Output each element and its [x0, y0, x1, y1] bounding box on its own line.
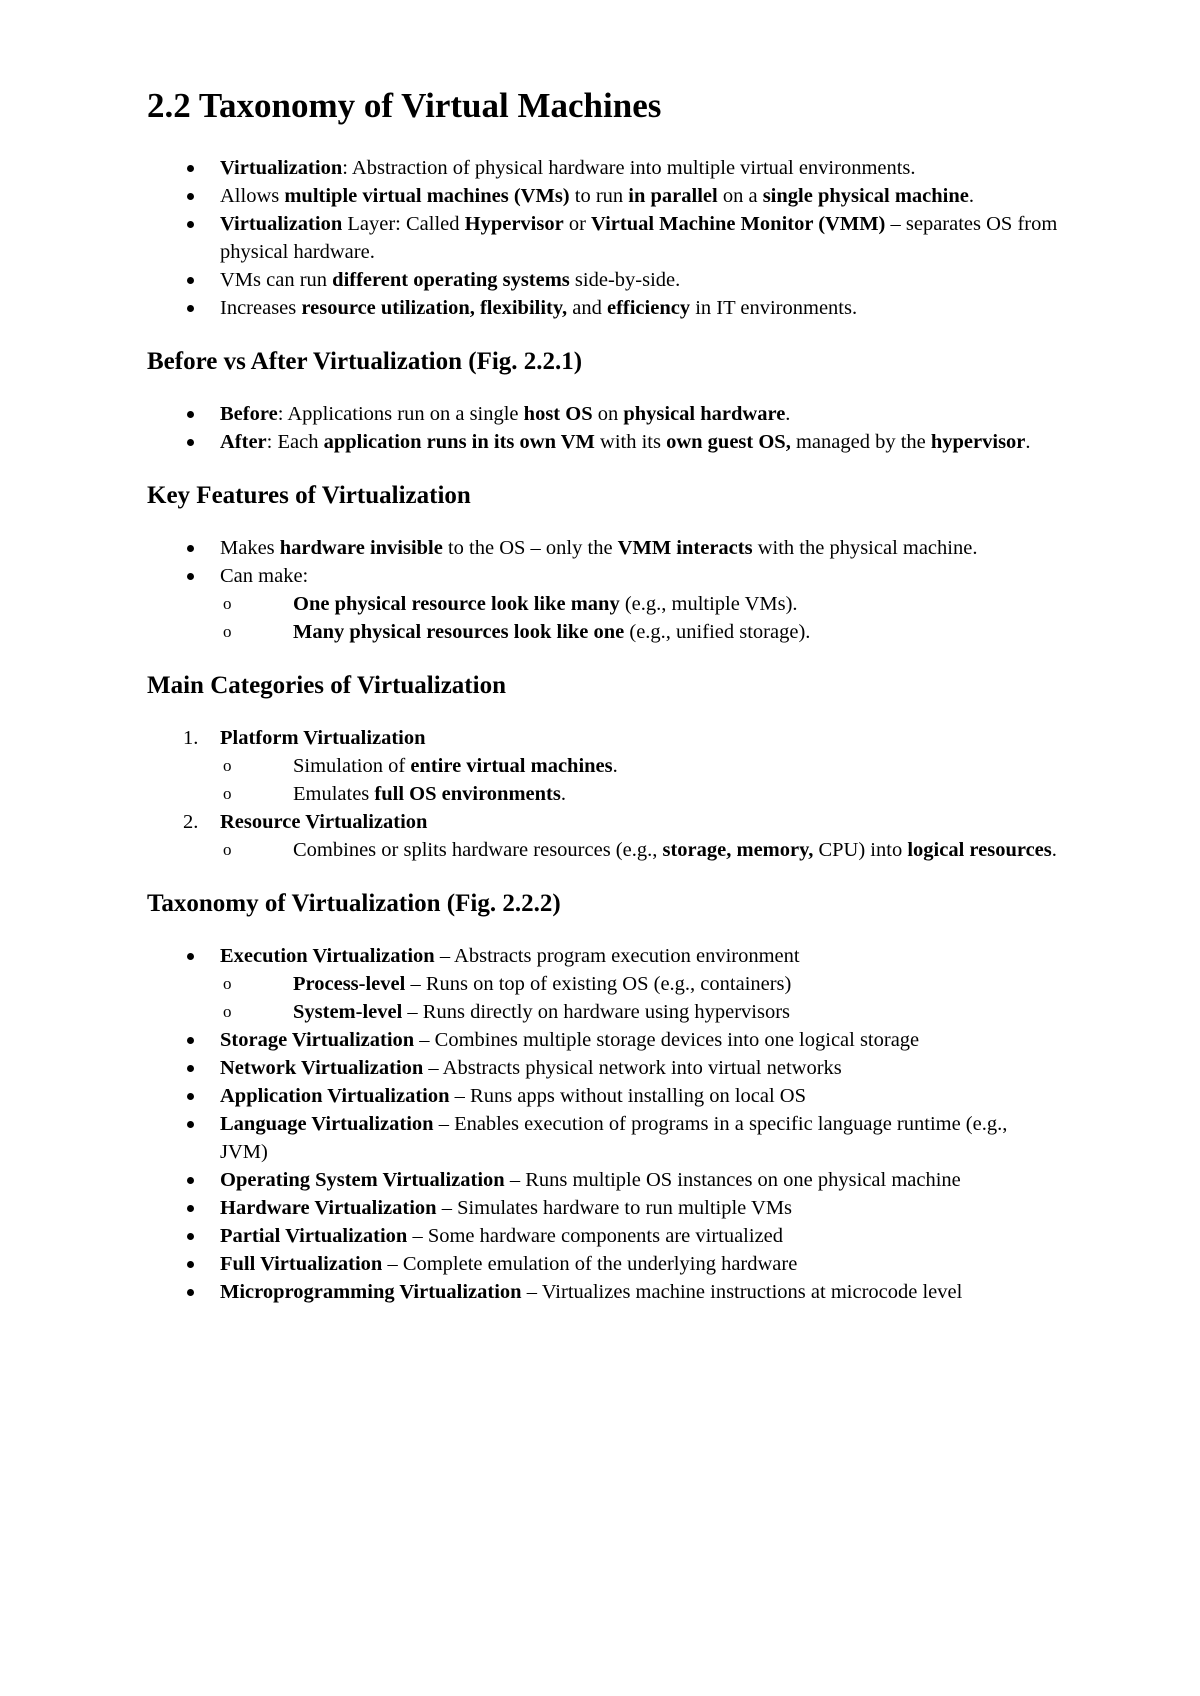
list-item: Language Virtualization – Enables execution of programs in a specific language runtime (e.g., JVM) — [220, 1113, 1008, 1163]
sub-list — [220, 836, 1060, 864]
circle-bullet-icon: o — [223, 840, 232, 859]
list-item: Increases resource utilization, flexibility, and efficiency in IT environments. — [220, 297, 858, 319]
list-item: Partial Virtualization – Some hardware components are virtualized — [220, 1225, 784, 1247]
circle-bullet-icon: o — [223, 594, 232, 613]
circle-bullet-icon: o — [223, 622, 232, 641]
intro-list — [147, 154, 1060, 322]
section-heading-categories: Main Categories of Virtualization — [147, 672, 506, 699]
circle-bullet-icon: o — [223, 1002, 232, 1021]
list-item: Network Virtualization – Abstracts physical network into virtual networks — [220, 1057, 842, 1079]
list-number: 2. — [183, 811, 199, 833]
list-item: Hardware Virtualization – Simulates hardware to run multiple VMs — [220, 1197, 793, 1219]
list-item: Before: Applications run on a single host OS on physical hardware. — [220, 403, 791, 425]
sub-list-item: o Simulation of entire virtual machines. — [220, 752, 1060, 780]
sub-list-item: o Process-level – Runs on top of existing OS (e.g., containers) — [220, 970, 1060, 998]
circle-bullet-icon: o — [223, 784, 232, 803]
list-item: 1. Platform Virtualization o Simulation of entire virtual machines. o Emulates full OS environments. — [147, 724, 1060, 808]
sub-list — [220, 970, 1060, 1026]
list-item: VMs can run different operating systems side-by-side. — [220, 269, 681, 291]
sub-list-item: o One physical resource look like many (e.g., multiple VMs). — [220, 590, 1060, 618]
list-item: Operating System Virtualization – Runs multiple OS instances on one physical machine — [220, 1169, 961, 1191]
page-title: 2.2 Taxonomy of Virtual Machines — [147, 86, 662, 125]
sub-list-item: o System-level – Runs directly on hardware using hypervisors — [220, 998, 1060, 1026]
list-item: Makes hardware invisible to the OS – only the VMM interacts with the physical machine. — [220, 537, 978, 559]
before-after-list — [147, 400, 1060, 456]
list-number: 1. — [183, 727, 199, 749]
section-heading-before-after: Before vs After Virtualization (Fig. 2.2.1) — [147, 348, 583, 375]
sub-list — [220, 752, 1060, 808]
list-item: Execution Virtualization – Abstracts program execution environment o Process-level – Runs on top of existing OS (e.g., containers) o System-level – Runs directly on hardware using hypervisors — [147, 942, 1060, 1026]
sub-list-item: o Many physical resources look like one (e.g., unified storage). — [220, 618, 1060, 646]
key-features-list — [147, 534, 1060, 646]
list-item: Storage Virtualization – Combines multiple storage devices into one logical storage — [220, 1029, 920, 1051]
list-item: Application Virtualization – Runs apps without installing on local OS — [220, 1085, 806, 1107]
categories-list — [147, 724, 1060, 864]
taxonomy-list — [147, 942, 1060, 1306]
circle-bullet-icon: o — [223, 974, 232, 993]
section-heading-taxonomy: Taxonomy of Virtualization (Fig. 2.2.2) — [147, 890, 561, 917]
list-item: Can make: o One physical resource look like many (e.g., multiple VMs). o Many physical resources look like one (e.g., unified storage). — [147, 562, 1060, 646]
sub-list-item: o Combines or splits hardware resources (e.g., storage, memory, CPU) into logical resources. — [220, 836, 1060, 864]
sub-list — [220, 590, 1060, 646]
list-item: Full Virtualization – Complete emulation of the underlying hardware — [220, 1253, 798, 1275]
sub-list-item: o Emulates full OS environments. — [220, 780, 1060, 808]
list-item: Virtualization: Abstraction of physical hardware into multiple virtual environments. — [220, 157, 916, 179]
list-item: Allows multiple virtual machines (VMs) to run in parallel on a single physical machine. — [220, 185, 974, 207]
list-item: 2. Resource Virtualization o Combines or splits hardware resources (e.g., storage, memory, CPU) into logical resources. — [147, 808, 1060, 864]
list-item: After: Each application runs in its own VM with its own guest OS, managed by the hypervisor. — [220, 431, 1031, 453]
list-item: Virtualization Layer: Called Hypervisor or Virtual Machine Monitor (VMM) – separates OS from physical hardware. — [220, 213, 1058, 263]
circle-bullet-icon: o — [223, 756, 232, 775]
section-heading-key-features: Key Features of Virtualization — [147, 482, 471, 509]
list-item: Microprogramming Virtualization – Virtualizes machine instructions at microcode level — [220, 1281, 963, 1303]
